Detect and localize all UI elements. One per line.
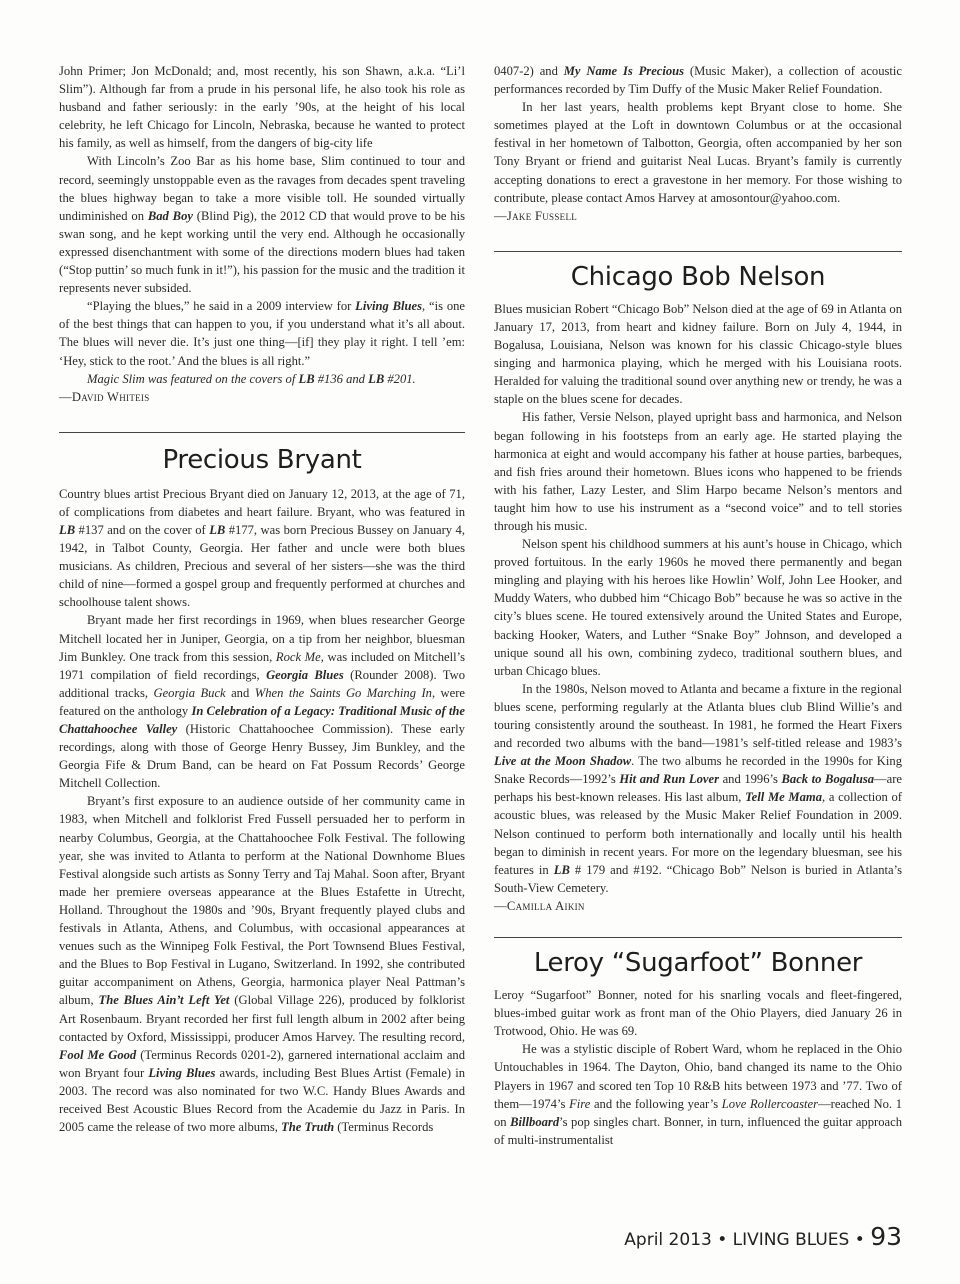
bonner-paragraph-2: He was a stylistic disciple of Robert Ward, whom he replaced in the Ohio Untouchables in 1964. The Dayton, Ohio, band changed its name to the Ohio Players in 1967 and scored ten Top 10 R&B hits between 1973 and ’77. Two of them—1974’s Fire and the following year’s Love Rollercoaster—reached No. 1 on Billboard’s pop singles chart. Bonner, in turn, influenced the guitar approach of multi-instrumentalist [494,1042,903,1147]
bryant-paragraph-2: Bryant made her first recordings in 1969, when blues researcher George Mitchell located her in Juniper, Georgia, on a tip from her neighbor, bluesman Jim Bunkley. One track from this session, Rock Me, was included on Mitchell’s 1971 compilation of field recordings, Georgia Blues (Rounder 2008). Two additional tracks, Georgia Buck and When the Saints Go Marching In, were featured on the anthology In Celebration of a Legacy: Traditional Music of the Chattahoochee Valley (Historic Chattahoochee Commission). These early recordings, along with those of George Henry Bussey, Jim Bunkley, and the Georgia Fife & Drum Band, can be heard on Fat Possum Records’ George Mitchell Collection. [59,613,466,791]
headline-precious-bryant: Precious Bryant [162,444,362,475]
page-number: 93 [870,1222,902,1251]
bryant-paragraph-1: Country blues artist Precious Bryant died on January 12, 2013, at the age of 71, of complications from diabetes and heart failure. Bryant, who was featured in LB #137 and on the cover of LB #177, was born Precious Bussey on January 4, 1942, in Talbot County, Georgia. Her father and uncle were both blues musicians. As children, Precious and several of her sisters—she was the third child of nine—formed a gospel group and frequently performed at churches and schoolhouse talent shows. [59,486,465,610]
byline-david-whiteis: —David Whiteis [59,389,150,404]
magic-slim-paragraph-2: With Lincoln’s Zoo Bar as his home base, Slim continued to tour and record, seemingly unstoppable even as the ravages from decades spent traveling the blues highway began to take a more visible toll. He sounded virtually undiminished on Bad Boy (Blind Pig), the 2012 CD that would prove to be his swan song, and he kept working until the very end. Although he occasionally expressed disenchantment with some of the directions modern blues had taken (“Stop puttin’ so much funk in it!”), his passion for the music and the tradition it represents never subsided. [59,154,465,296]
headline-chicago-bob-nelson: Chicago Bob Nelson [570,261,826,292]
section-divider [59,432,465,433]
right-column [494,62,902,1149]
nelson-paragraph-4: In the 1980s, Nelson moved to Atlanta and became a fixture in the regional blues scene, performing regularly at the Atlanta blues club Blind Willie’s and touring consistently around the southeast. In 1981, he formed the Heart Fixers and recorded two albums with the band—1981’s self-titled release and 1983’s Live at the Moon Shadow. The two albums he recorded in the 1990s for King Snake Records—1992’s Hit and Run Lover and 1996’s Back to Bogalusa—are perhaps his best-known releases. His last album, Tell Me Mama, a collection of acoustic blues, was released by the Music Maker Relief Foundation in 2009. Nelson continued to perform both internationally and locally until his health began to diminish in recent years. For more on the legendary bluesman, see his features in LB # 179 and #192. “Chicago Bob” Nelson is buried in Atlanta’s South-View Cemetery. [494,681,903,895]
bryant-final-paragraph: In her last years, health problems kept Bryant close to home. She sometimes played at the Loft in downtown Columbus or at the occasional festival in her hometown of Talbotton, Georgia, often accompanied by her son Tony Bryant or friend and guitarist Neal Lucas. Bryant’s family is currently accepting donations to erect a gravestone in her memory. For those wishing to contribute, please contact Amos Harvey at amosontour@yahoo.com. [494,100,902,205]
bryant-continued-paragraph: 0407-2) and My Name Is Precious (Music Maker), a collection of acoustic performances recorded by Tim Duffy of the Music Maker Relief Foundation. [494,64,902,97]
bonner-paragraph-1: Leroy “Sugarfoot” Bonner, noted for his snarling vocals and fleet-fingered, blues-imbed guitar work as front man of the Ohio Players, died January 26 in Trotwood, Ohio. He was 69. [494,988,902,1039]
byline-jake-fussell: —Jake Fussell [494,208,578,223]
magic-slim-paragraph-1: John Primer; Jon McDonald; and, most recently, his son Shawn, a.k.a. “Li’l Slim”). Although far from a prude in his personal life, he also took his role as husband and father seriously: in the early ’90s, at the height of his local celebrity, he left Chicago for Lincoln, Nebraska, because he wanted to protect his family, as well as himself, from the dangers of big-city life [59,64,465,151]
section-divider [494,251,902,252]
nelson-paragraph-1: Blues musician Robert “Chicago Bob” Nelson died at the age of 69 in Atlanta on January 17, 2013, from heart and kidney failure. Born on July 4, 1944, in Bogalusa, Louisiana, Nelson was known for his classic Chicago-style blues singing and harmonica playing, which he merged with his Louisiana roots. Heralded for valuing the traditional sound over anything new or trendy, he was a staple on the blues scene for decades. [494,301,902,407]
section-divider [494,937,902,938]
footer-issue-label: April 2013 • LIVING BLUES • [624,1230,871,1250]
page-footer [560,1222,902,1251]
magic-slim-paragraph-3: “Playing the blues,” he said in a 2009 interview for Living Blues, “is one of the best things that can happen to you, if you understand what it’s all about. The blues will never die. It’s just one thing—[if] they play it right. I tell ’em: ‘Hey, stick to the root.’ And the blues is all right.” [59,299,466,368]
bryant-paragraph-3: Bryant’s first exposure to an audience outside of her community came in 1983, when Mitchell and folklorist Fred Fussell persuaded her to perform in nearby Columbus, Georgia, at the Chattahoochee Folk Festival. The following year, she was invited to Atlanta to perform at the National Downhome Blues Festival alongside such artists as Sonny Terry and Taj Mahal. Soon after, Bryant made her premiere overseas appearance at the Blues Estafette in Utrecht, Holland. Throughout the 1980s and ’90s, Bryant frequently played clubs and festivals in Atlanta, Athens, and Columbus, with occasional appearances at venues such as the Winnipeg Folk Festival, the Port Townsend Blues Festival, and the Blues to Bop Festival in Lugano, Switzerland. In 1992, she contributed guitar accompaniment on Athens, Georgia, harmonica player Neal Pattman’s album, The Blues Ain’t Left Yet (Global Village 226), produced by folklorist Art Rosenbaum. Bryant recorded her first full length album in 2002 after being contacted by Oxford, Mississippi, producer Amos Harvey. The resulting record, Fool Me Good (Terminus Records 0201-2), garnered international acclaim and won Bryant four Living Blues awards, including Best Blues Artist (Female) in 2003. The record was also nominated for two W.C. Handy Blues Awards and received Best Acoustic Blues Record from the Academie du Jazz in Paris. In 2005 came the release of two more albums, The Truth (Terminus Records [59,794,466,1135]
nelson-paragraph-3: Nelson spent his childhood summers at his aunt’s house in Chicago, which proved fortuitous. In the early 1960s he moved there permanently and began mingling and playing with his heroes like Howlin’ Wolf, John Lee Hooker, and Muddy Waters, who dubbed him “Chicago Bob” because he was so active in the city’s blues scene. He toured extensively around the United States and Europe, backing Hooker, Waters, and Luther “Snake Boy” Johnson, and developed a unique sound all his own, combining zydeco, traditional southern blues, and urban Chicago blues. [494,537,902,678]
headline-leroy-bonner: Leroy “Sugarfoot” Bonner [533,948,863,979]
magic-slim-cover-note: Magic Slim was featured on the covers of LB #136 and LB #201. [87,371,416,386]
left-column [59,62,465,1136]
nelson-paragraph-2: His father, Versie Nelson, played upright bass and harmonica, and Nelson began following in his footsteps from an early age. He started playing the harmonica at eight and would accompany his father at house parties, barbeques, and fish fries around their hometown. Blues icons who happened to be friends with his father, Lazy Lester, and Slim Harpo became Nelson’s mentors and taught him how to use his instrument as a “second voice” and to tell stories through his music. [494,410,902,533]
byline-camilla-aikin: —Camilla Aikin [494,898,585,913]
